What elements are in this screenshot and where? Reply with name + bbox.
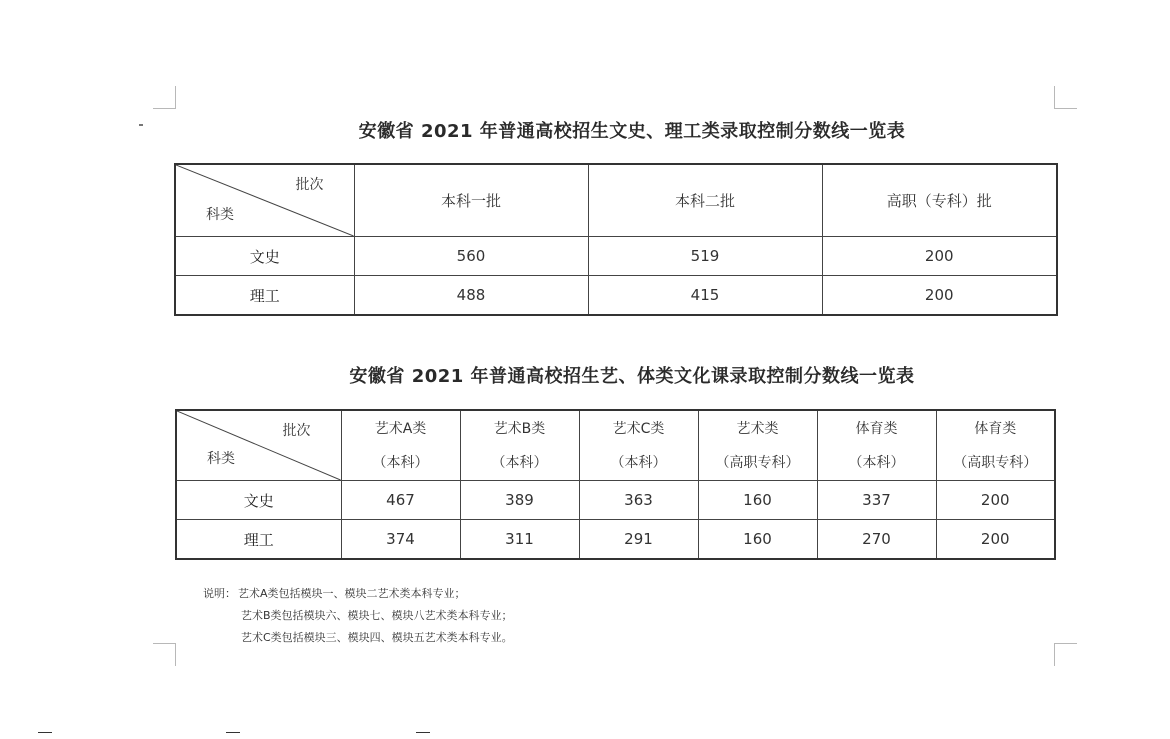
category-label: 科类: [207, 451, 235, 467]
note-line: [203, 627, 513, 649]
row-subject: 理工: [175, 276, 354, 316]
notes-block: [203, 583, 513, 649]
score-cell: 160: [698, 481, 817, 520]
row-subject: 文史: [175, 237, 354, 276]
row-subject: 理工: [176, 520, 341, 560]
table-header-row: [175, 164, 1057, 237]
diagonal-line: [176, 165, 354, 236]
column-header-name: 体育类: [855, 420, 898, 437]
score-cell: 311: [460, 520, 579, 560]
score-cell: 200: [822, 237, 1057, 276]
column-header-name: 体育类: [974, 420, 1017, 437]
table-row: [176, 520, 1055, 560]
score-table-general: [174, 163, 1058, 316]
note-text: 艺术A类包括模块一、模块二艺术类本科专业；: [238, 587, 466, 600]
column-header: [698, 410, 817, 481]
notes-label: 说明：: [203, 587, 236, 600]
score-cell: 488: [354, 276, 588, 316]
page-corner-mark-bottom-right: [1054, 643, 1077, 666]
column-header: 本科一批: [354, 164, 588, 237]
row-subject: 文史: [176, 481, 341, 520]
score-cell: 415: [588, 276, 822, 316]
column-header: [579, 410, 698, 481]
diagonal-line: [177, 411, 341, 480]
table2-title: 安徽省 2021 年普通高校招生艺、体类文化课录取控制分数线一览表: [349, 366, 915, 387]
note-text: 艺术C类包括模块三、模块四、模块五艺术类本科专业。: [241, 631, 513, 644]
column-header: 高职（专科）批: [822, 164, 1057, 237]
page-corner-mark-top-left: [153, 86, 176, 109]
score-cell: 363: [579, 481, 698, 520]
table-row: [176, 481, 1055, 520]
column-header-level: （高职专科）: [715, 454, 800, 471]
score-cell: 270: [817, 520, 936, 560]
score-cell: 337: [817, 481, 936, 520]
score-cell: 200: [936, 481, 1055, 520]
column-header: 本科二批: [588, 164, 822, 237]
score-cell: 374: [341, 520, 460, 560]
column-header: [460, 410, 579, 481]
category-label: 科类: [206, 207, 234, 223]
note-text: 艺术B类包括模块六、模块七、模块八艺术类本科专业；: [241, 609, 513, 622]
table1-title: 安徽省 2021 年普通高校招生文史、理工类录取控制分数线一览表: [358, 121, 906, 142]
column-header-name: 艺术B类: [493, 420, 546, 437]
column-header: [341, 410, 460, 481]
score-cell: 160: [698, 520, 817, 560]
score-table-arts-sports: [175, 409, 1056, 560]
score-cell: 389: [460, 481, 579, 520]
column-header-level: （本科）: [491, 454, 548, 471]
batch-label: 批次: [295, 177, 324, 193]
column-header-level: （本科）: [372, 454, 429, 471]
column-header-name: 艺术类: [736, 420, 779, 437]
score-cell: 291: [579, 520, 698, 560]
diagonal-header-cell: [175, 164, 354, 237]
score-cell: 560: [354, 237, 588, 276]
column-header-level: （本科）: [848, 454, 905, 471]
page-corner-mark-bottom-left: [153, 643, 176, 666]
batch-label: 批次: [282, 423, 311, 439]
column-header-name: 艺术C类: [612, 420, 665, 437]
score-cell: 519: [588, 237, 822, 276]
table-row: [175, 276, 1057, 316]
column-header: [936, 410, 1055, 481]
page-corner-mark-top-right: [1054, 86, 1077, 109]
score-cell: 200: [822, 276, 1057, 316]
table-header-row: [176, 410, 1055, 481]
score-cell: 467: [341, 481, 460, 520]
score-cell: 200: [936, 520, 1055, 560]
diagonal-header-cell: [176, 410, 341, 481]
column-header-level: （本科）: [610, 454, 667, 471]
column-header: [817, 410, 936, 481]
table-row: [175, 237, 1057, 276]
column-header-name: 艺术A类: [374, 420, 427, 437]
note-line: [203, 605, 513, 627]
note-line: [203, 583, 513, 605]
column-header-level: （高职专科）: [953, 454, 1038, 471]
